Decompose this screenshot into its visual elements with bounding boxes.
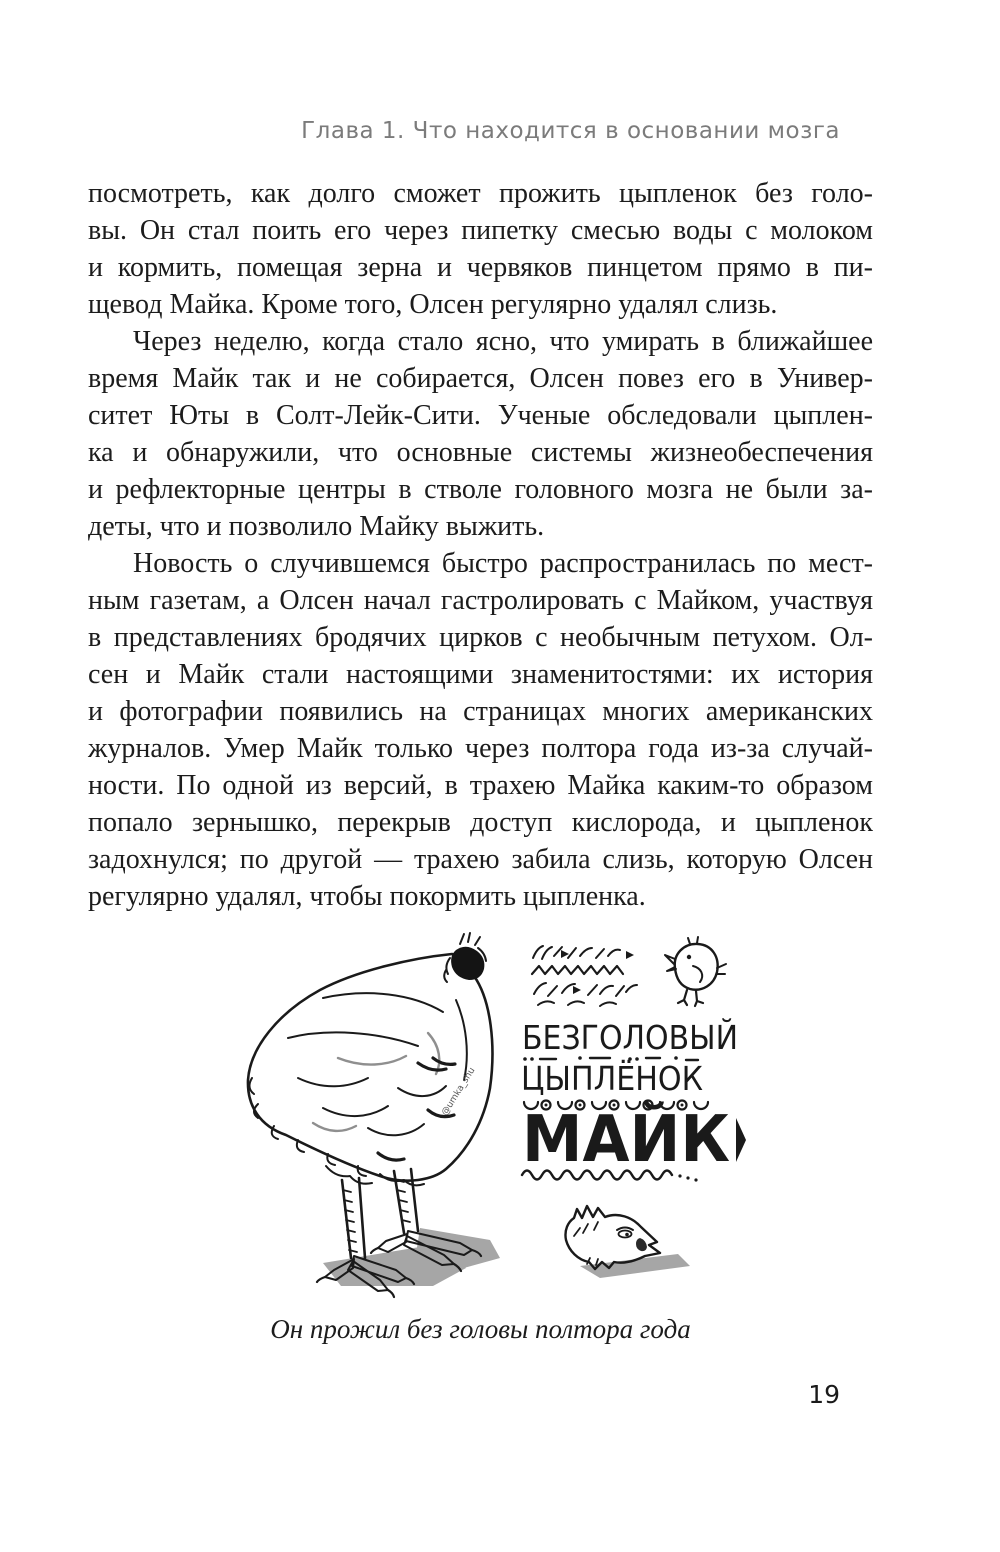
paragraph-1 [88,175,873,323]
text-line: и фотографии появились на страницах многих американских [88,696,873,727]
text-line: ности. По одной из версий, в трахею Майка каким-то образом [88,770,873,801]
running-head: Глава 1. Что находится в основании мозга [301,118,840,144]
text-line: задохнулся; по другой — трахею забила слизь, которую Олсен [88,844,873,875]
illustration-caption: Он прожил без головы полтора года [270,1314,691,1344]
lettering-tsyplyonok: ЦЫПЛЁНОК [521,1059,703,1098]
lettering-wedge [736,1118,746,1162]
text-line: в представлениях бродячих цирков с необычным петухом. Ол- [88,622,873,653]
text-line: посмотреть, как долго сможет прожить цыпленок без голо- [88,178,873,209]
text-line: сен и Майк стали настоящими знаменитостями: их история [88,659,873,690]
lettering-bezgolovy: БЕЗГОЛОВЫЙ [522,1018,760,1057]
text-line: время Майк так и не собирается, Олсен повез его в Универ- [88,363,873,394]
text-line: попало зернышко, перекрыв доступ кислорода, и цыпленок [88,807,873,838]
page-number: 19 [808,1380,840,1409]
lettering-mike: МАЙК [522,1103,742,1177]
text-line: и кормить, помещая зерна и червяков пинцетом прямо в пи- [88,252,873,283]
text-line: ка и обнаружили, что основные системы жизнеобеспечения [88,437,873,468]
scribble-doodle [532,946,637,1006]
text-line: деты, что и позволило Майку выжить. [88,511,545,542]
chicken-head-drawing [565,1206,690,1278]
artist-signature: @umka_shu [440,1065,478,1118]
text-line: и рефлекторные центры в стволе головного мозга не были за- [88,474,873,505]
text-line: Новость о случившемся быстро распространилась по мест- [133,548,873,579]
body-text [88,175,873,915]
mike-the-headless-chicken-illustration [228,928,768,1313]
illustration-svg [228,928,768,1313]
text-line: ситет Юты в Солт-Лейк-Сити. Ученые обследовали цыплен- [88,400,873,431]
chick-doodle [665,937,726,1006]
paragraph-3 [88,545,873,915]
text-line: журналов. Умер Майк только через полтора года из-за случай- [88,733,873,764]
text-line: вы. Он стал поить его через пипетку смесью воды с молоком [88,215,873,246]
text-line: Через неделю, когда стало ясно, что умирать в ближайшее [133,326,873,357]
paragraph-2 [88,323,873,545]
text-line: ным газетам, а Олсен начал гастролировать с Майком, участвуя [88,585,873,616]
text-line: щевод Майка. Кроме того, Олсен регулярно удалял слизь. [88,289,778,320]
text-line: регулярно удалял, чтобы покормить цыпленка. [88,881,646,912]
headless-chicken-drawing [248,933,492,1297]
hand-lettering [521,1017,760,1182]
